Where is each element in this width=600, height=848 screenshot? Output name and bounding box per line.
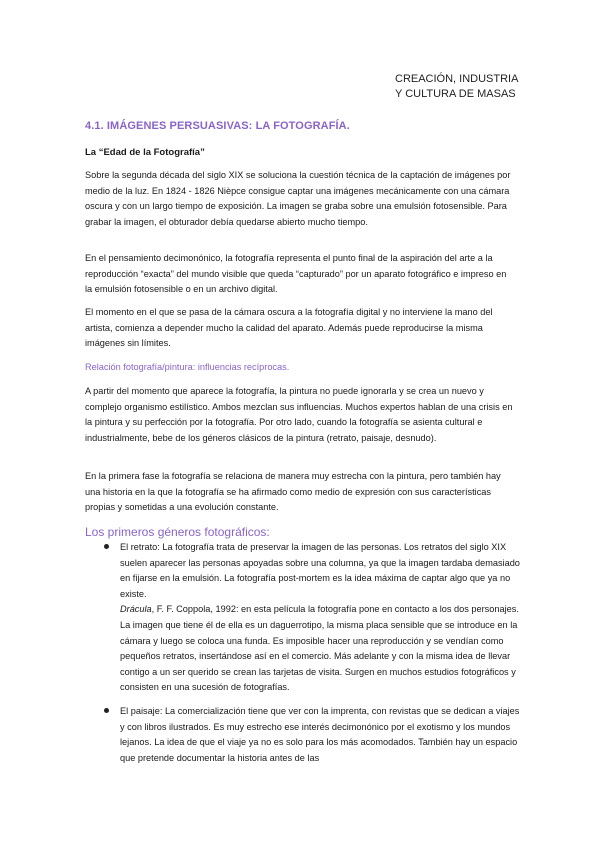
bullet-portrait-text: El retrato: La fotografía trata de preservar la imagen de las personas. Los retratos del siglo XIX suelen aparecer las personas apoyadas sobre una columna, ya que la imagen tardaba demasiado en fijarse en la emulsión. La fotografía post-mortem es la idea máxima de captar algo que ya no existe. [120, 542, 520, 599]
genres-title: Los primeros géneros fotográficos: [85, 525, 270, 539]
course-header [395, 72, 518, 102]
bullet-landscape-text: El paisaje: La comercialización tiene que ver con la imprenta, con revistas que se dedican a viajes y con libros ilustrados. Es muy estrecho ese interés decimonónico por el exotismo y los mundos lejanos. La idea de que el viaje ya no es solo para los más acomodados. También hay un espacio que pretende documentar la historia antes de las [120, 706, 520, 763]
section-title: 4.1. IMÁGENES PERSUASIVAS: LA FOTOGRAFÍA. [85, 120, 350, 132]
paragraph-2: En el pensamiento decimonónico, la fotografía representa el punto final de la aspiración del arte a la reproducción “exacta” del mundo visible que queda “capturado” por un aparato fotográfico e impreso en la emulsión fotosensible o en un archivo digital. [85, 253, 507, 295]
bullet-portrait [104, 540, 524, 696]
paragraph-3: El momento en el que se pasa de la cámara oscura a la fotografía digital y no interviene la mano del artista, comienza a depender mucho la calidad del aparato. Además puede reproducirse la misma imágenes sin límites. [85, 307, 493, 349]
paragraph-1: Sobre la segunda década del siglo XIX se soluciona la cuestión técnica de la captación de imágenes por medio de la luz. En 1824 - 1826 Nièpce consigue captar una imágenes mecánicamente con una cámara oscura y con un largo tiempo de exposición. La imagen se graba sobre una emulsión fotosensible. Para grabar la imagen, el obturador debía quedarse abierto mucho tiempo. [85, 170, 511, 227]
paragraph-4: A partir del momento que aparece la fotografía, la pintura no puede ignorarla y se crea un nuevo y complejo organismo estilístico. Ambos mezclan sus influencias. Muchos expertos hablan de una crisis en la pintura y su perfección por la fotografía. Por otro lado, cuando la fotografía se asienta cultural e industrialmente, bebe de los géneros clásicos de la pintura (retrato, paisaje, desnudo). [85, 386, 513, 443]
bullet-portrait-continuation: , F. F. Coppola, 1992: en esta película la fotografía pone en contacto a los dos personajes. La imagen que tiene él de ella es un daguerrotipo, la misma placa sensible que se introduce en la cámara y luego se coloca una funda. Es imposible hacer una reproducción y se vendían como pequeños retratos, insertándose así en el comercio. Más adelante y con la misma idea de llevar contigo a un ser querido se crean las tarjetas de visita. Surgen en muchos estudios fotográficos y consisten en una sucesión de fotografías. [120, 604, 519, 693]
bullet-landscape [104, 704, 524, 766]
bullet-dot-icon [104, 708, 109, 713]
header-line-1: CREACIÓN, INDUSTRIA [395, 73, 519, 85]
header-line-2: Y CULTURA DE MASAS [395, 88, 516, 100]
paragraph-5: En la primera fase la fotografía se relaciona de manera muy estrecha con la pintura, pero también hay una historia en la que la fotografía se ha afirmado como medio de expresión con sus características propias y sometidas a una evolución constante. [85, 471, 501, 513]
bullet-portrait-film-title: Drácula [120, 604, 152, 615]
subtitle: La “Edad de la Fotografía” [85, 147, 205, 158]
relation-subtitle: Relación fotografía/pintura: influencias recíprocas. [85, 362, 290, 372]
bullet-dot-icon [104, 544, 109, 549]
